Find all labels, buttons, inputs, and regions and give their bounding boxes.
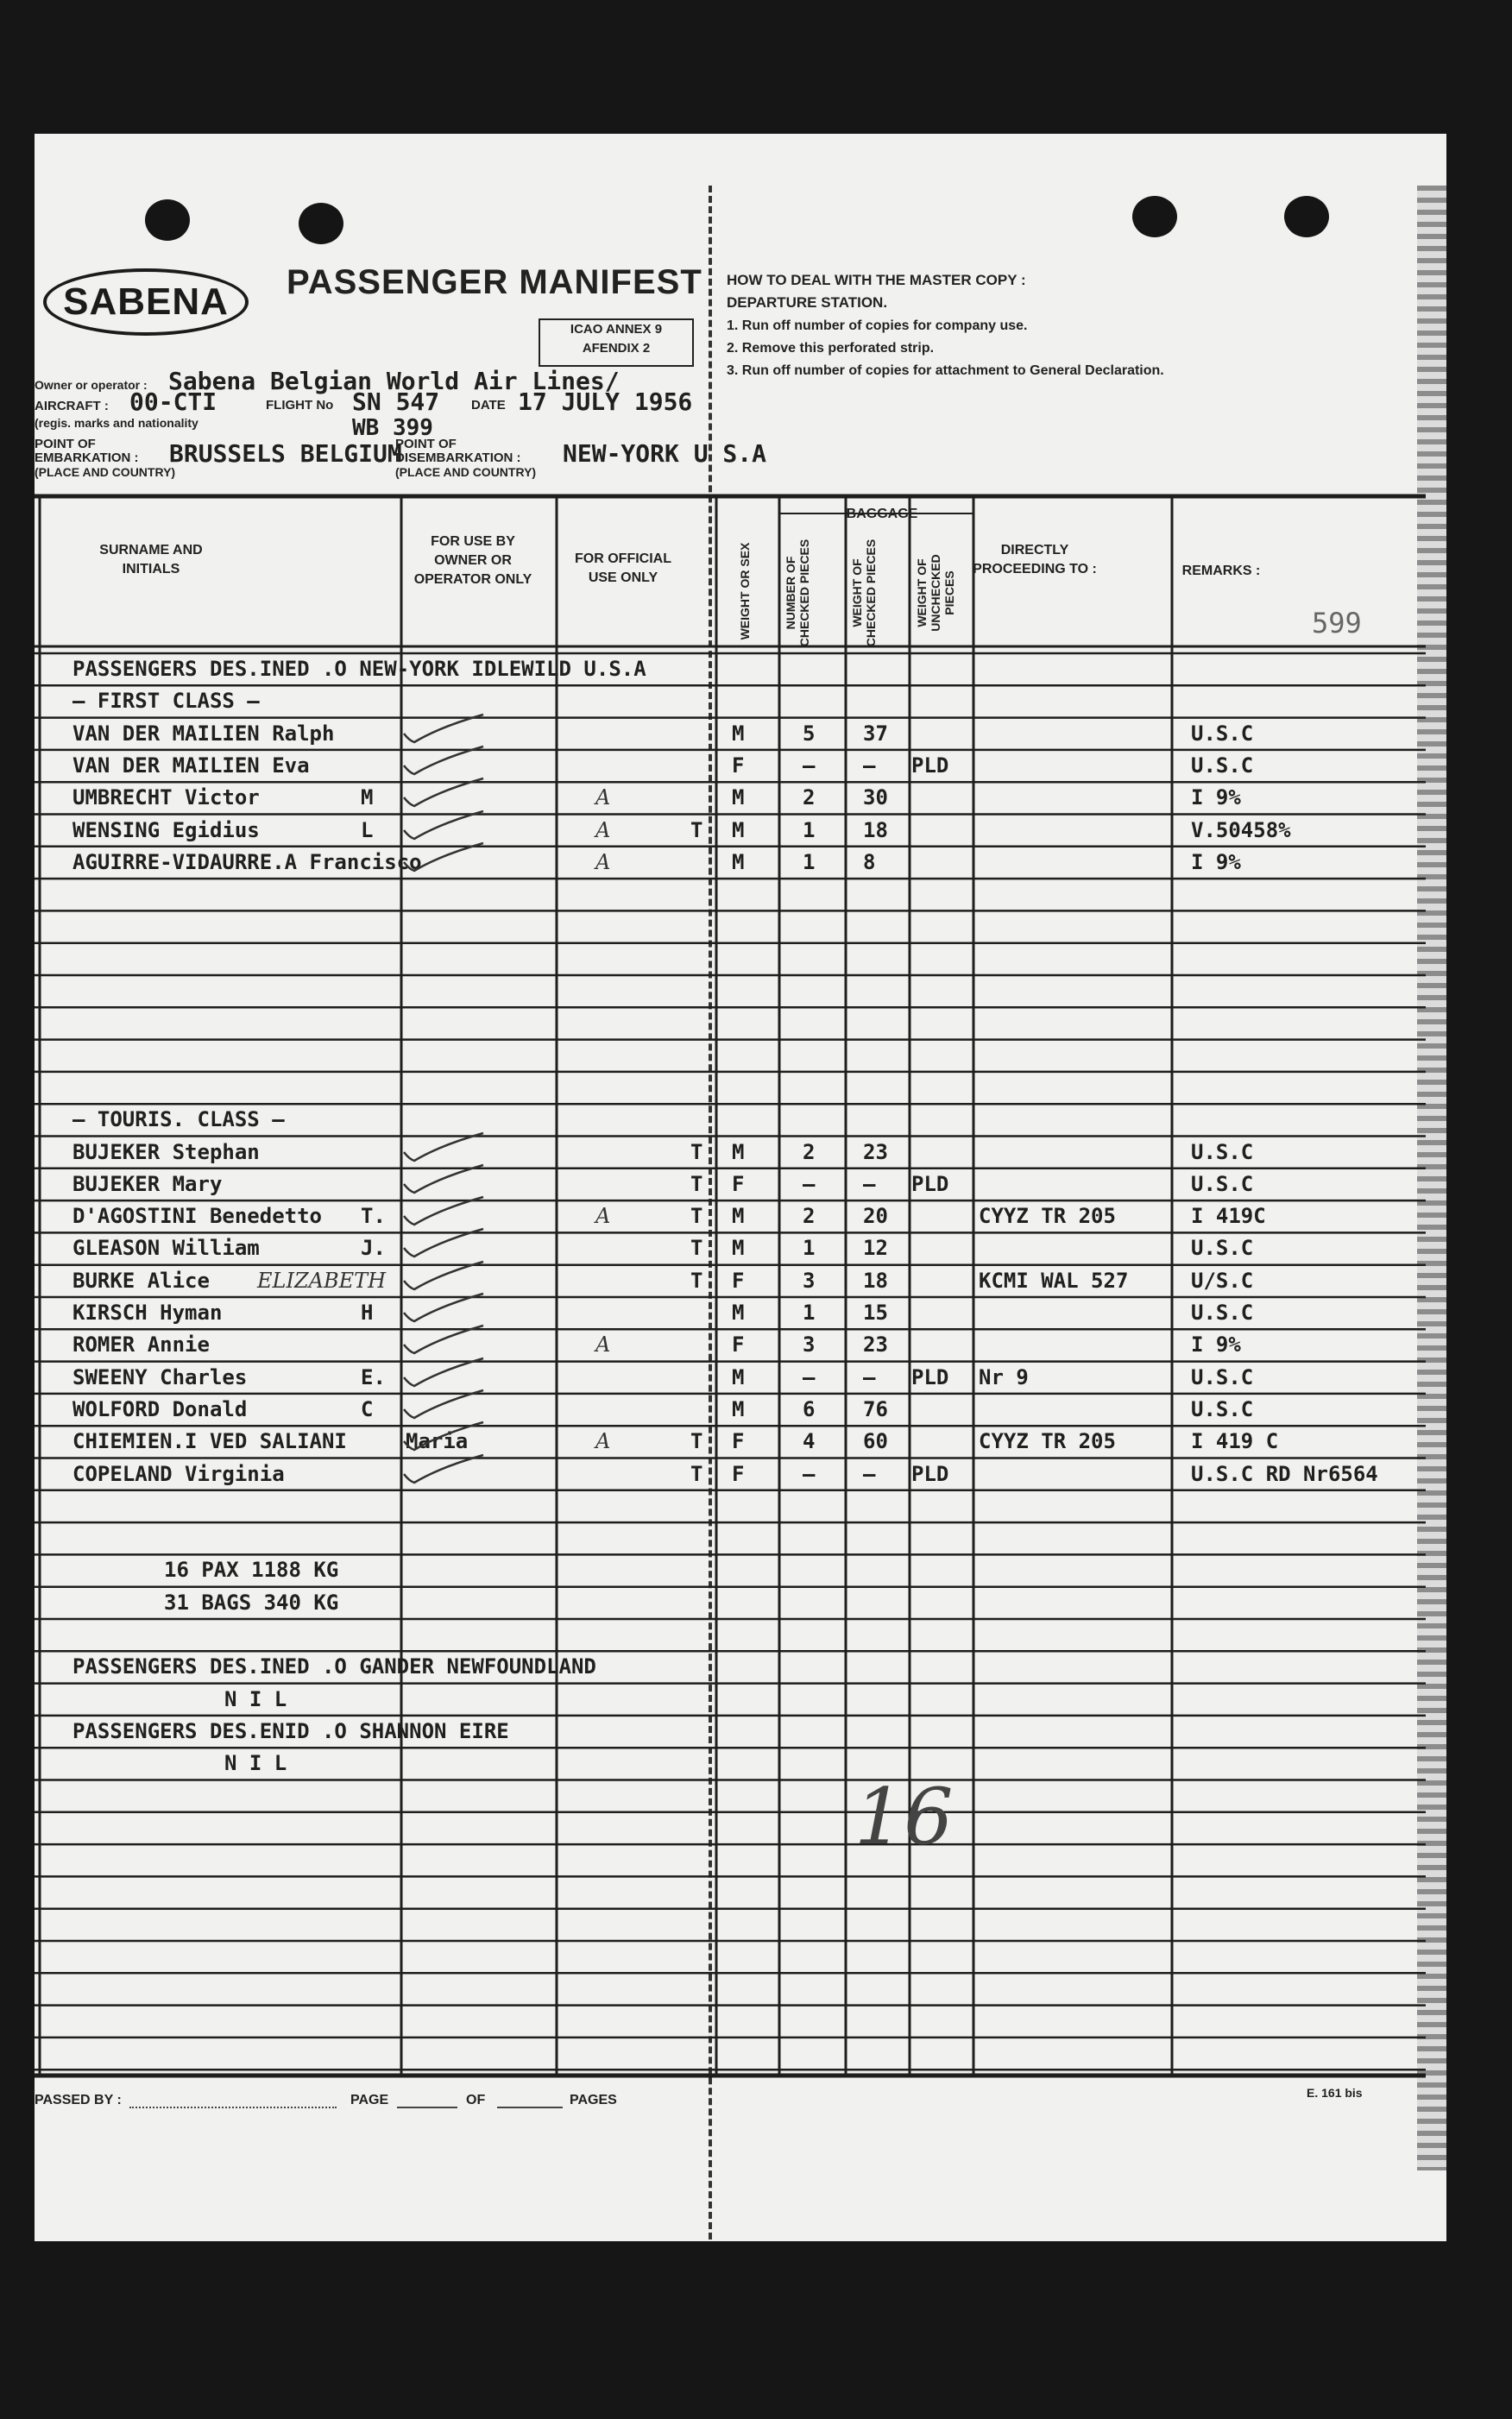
- row-sex: F: [732, 1268, 745, 1293]
- row-pieces: 1: [803, 1301, 816, 1325]
- col-num-checked: NUMBER OF CHECKED PIECES: [784, 539, 811, 647]
- row-remarks: I 419C: [1191, 1204, 1266, 1229]
- row-init: L: [361, 817, 374, 842]
- check-mark-icon: [397, 743, 492, 778]
- row-t: T: [690, 1429, 703, 1454]
- row-pieces: –: [803, 1171, 816, 1196]
- row-name: UMBRECHT Victor: [72, 785, 260, 810]
- row-unchecked: PLD: [911, 1461, 949, 1486]
- instruction-item: 2. Remove this perforated strip.: [727, 341, 935, 356]
- row-weight: 20: [863, 1204, 888, 1229]
- row-official: A: [595, 849, 611, 874]
- row-init: C: [361, 1396, 374, 1421]
- row-t: T: [690, 1236, 703, 1261]
- row-t: T: [690, 1268, 703, 1293]
- embark-value: BRUSSELS BELGIUM: [169, 439, 402, 468]
- flight-label: FLIGHT No: [266, 398, 334, 413]
- row-weight: 60: [863, 1429, 888, 1454]
- row-init: T.: [361, 1204, 386, 1229]
- row-sex: M: [732, 1139, 745, 1164]
- row-remarks: I 9%: [1191, 849, 1241, 874]
- row-pieces: 2: [803, 785, 816, 810]
- row-weight: –: [863, 753, 876, 778]
- row-remarks: I 9%: [1191, 785, 1241, 810]
- row-pieces: 2: [803, 1204, 816, 1229]
- row-sex: M: [732, 1364, 745, 1389]
- check-mark-icon: [397, 1452, 492, 1486]
- row-weight: 18: [863, 1268, 888, 1293]
- row-remarks: I 419 C: [1191, 1429, 1279, 1454]
- row-sex: F: [732, 1332, 745, 1358]
- row-remarks: U/S.C: [1191, 1268, 1254, 1293]
- row-weight: 8: [863, 849, 876, 874]
- row-name: PASSENGERS DES.INED .O GANDER NEWFOUNDLAND: [72, 1654, 596, 1679]
- row-official: A: [595, 817, 611, 842]
- col-remarks: REMARKS :: [1181, 564, 1261, 578]
- row-pieces: 2: [803, 1139, 816, 1164]
- row-t: T: [690, 1204, 703, 1229]
- row-name: WOLFORD Donald: [72, 1396, 248, 1421]
- row-weight: 12: [863, 1236, 888, 1261]
- annex-line: ICAO ANNEX 9: [570, 322, 663, 337]
- row-sex: F: [732, 1429, 745, 1454]
- passed-by-field[interactable]: [129, 2107, 337, 2108]
- row-name: PASSENGERS DES.INED .O NEW-YORK IDLEWILD U.S.A: [72, 657, 646, 681]
- row-sex: F: [732, 1461, 745, 1486]
- row-init: ELIZABETH: [257, 1268, 387, 1293]
- row-proceeding: KCMI WAL 527: [979, 1268, 1129, 1293]
- of-label: OF: [466, 2093, 486, 2107]
- row-remarks: U.S.C RD Nr6564: [1191, 1461, 1378, 1486]
- row-official: A: [595, 1204, 611, 1229]
- check-mark-icon: [397, 1130, 492, 1164]
- aircraft-value: 00-CTI: [129, 387, 217, 416]
- row-pieces: –: [803, 1461, 816, 1486]
- row-sex: M: [732, 785, 745, 810]
- row-weight: –: [863, 1364, 876, 1389]
- row-t: T: [690, 1461, 703, 1486]
- flight-number: SN 547: [352, 387, 440, 416]
- row-name: N I L: [224, 1751, 287, 1776]
- col-weight-unchecked: WEIGHT OF UNCHECKED PIECES: [915, 554, 956, 632]
- check-mark-icon: [397, 840, 492, 874]
- row-unchecked: PLD: [911, 753, 949, 778]
- row-pieces: 1: [803, 817, 816, 842]
- row-t: T: [690, 1139, 703, 1164]
- embark-label: POINT OF EMBARKATION :: [35, 437, 139, 465]
- row-official: A: [595, 1332, 611, 1358]
- row-name: KIRSCH Hyman: [72, 1301, 223, 1325]
- row-weight: 30: [863, 785, 888, 810]
- regis-label: (regis. marks and nationality: [35, 416, 198, 430]
- disembark-label: POINT OF DISEMBARKATION :: [395, 437, 521, 465]
- check-mark-icon: [397, 1225, 492, 1260]
- row-pieces: 3: [803, 1332, 816, 1358]
- check-mark-icon: [397, 1162, 492, 1196]
- form-code: E. 161 bis: [1307, 2086, 1363, 2100]
- row-init: E.: [361, 1364, 386, 1389]
- row-weight: –: [863, 1171, 876, 1196]
- row-name: VAN DER MAILIEN Ralph: [72, 721, 335, 746]
- row-pieces: 1: [803, 1236, 816, 1261]
- row-name: PASSENGERS DES.ENID .O SHANNON EIRE: [72, 1718, 509, 1743]
- owner-value: Sabena Belgian World Air Lines/: [168, 367, 620, 395]
- row-remarks: V.50458%: [1191, 817, 1291, 842]
- instructions-title: HOW TO DEAL WITH THE MASTER COPY :: [727, 272, 1026, 288]
- row-pieces: 1: [803, 849, 816, 874]
- row-official: A: [595, 1429, 611, 1454]
- row-name: AGUIRRE-VIDAURRE.A Francisco: [72, 849, 422, 874]
- stamp-number: 599: [1312, 607, 1362, 639]
- handwritten-total: 16: [854, 1772, 954, 1862]
- check-mark-icon: [397, 1194, 492, 1228]
- row-pieces: –: [803, 1364, 816, 1389]
- row-remarks: U.S.C: [1191, 721, 1254, 746]
- check-mark-icon: [397, 1258, 492, 1293]
- row-remarks: U.S.C: [1191, 1301, 1254, 1325]
- row-name: — TOURIS. CLASS —: [72, 1107, 285, 1132]
- row-name: ROMER Annie: [72, 1332, 210, 1358]
- row-remarks: U.S.C: [1191, 1171, 1254, 1196]
- col-proceeding: DIRECTLY PROCEEDING TO :: [973, 543, 1097, 576]
- check-mark-icon: [397, 1419, 492, 1453]
- row-official: A: [595, 785, 611, 810]
- check-mark-icon: [397, 1355, 492, 1389]
- row-pieces: 4: [803, 1429, 816, 1454]
- row-name: — FIRST CLASS —: [72, 689, 260, 714]
- date-value: 17 JULY 1956: [518, 387, 693, 416]
- pages-label: PAGES: [570, 2093, 617, 2107]
- row-weight: 23: [863, 1139, 888, 1164]
- date-label: DATE: [471, 398, 506, 413]
- row-remarks: I 9%: [1191, 1332, 1241, 1358]
- col-owner-use: FOR USE BY OWNER OR OPERATOR ONLY: [413, 534, 532, 587]
- row-name: COPELAND Virginia: [72, 1461, 285, 1486]
- row-pieces: 3: [803, 1268, 816, 1293]
- check-mark-icon: [397, 775, 492, 809]
- check-mark-icon: [397, 1387, 492, 1421]
- instructions-sub: DEPARTURE STATION.: [727, 294, 888, 311]
- row-name: VAN DER MAILIEN Eva: [72, 753, 310, 778]
- row-weight: 23: [863, 1332, 888, 1358]
- page-title: PASSENGER MANIFEST: [287, 263, 702, 301]
- row-name: BURKE Alice: [72, 1268, 210, 1293]
- of-field[interactable]: [497, 2107, 563, 2108]
- row-t: T: [690, 817, 703, 842]
- row-sex: M: [732, 1396, 745, 1421]
- page-label: PAGE: [350, 2093, 389, 2107]
- row-remarks: U.S.C: [1191, 1139, 1254, 1164]
- instruction-item: 3. Run off number of copies for attachment to General Declaration.: [727, 363, 1164, 378]
- row-unchecked: PLD: [911, 1171, 949, 1196]
- sabena-logo: SABENA: [43, 268, 249, 336]
- row-name: WENSING Egidius: [72, 817, 260, 842]
- row-remarks: U.S.C: [1191, 1396, 1254, 1421]
- row-weight: 18: [863, 817, 888, 842]
- annex-line: AFENDIX 2: [582, 341, 651, 356]
- col-baggage: BAGGAGE: [846, 507, 918, 521]
- row-remarks: U.S.C: [1191, 753, 1254, 778]
- row-sex: M: [732, 1301, 745, 1325]
- row-init: J.: [361, 1236, 386, 1261]
- row-remarks: U.S.C: [1191, 1364, 1254, 1389]
- disembark-value: NEW-YORK U S.A: [563, 439, 767, 468]
- col-weight-checked: WEIGHT OF CHECKED PIECES: [850, 539, 878, 647]
- row-unchecked: PLD: [911, 1364, 949, 1389]
- row-sex: M: [732, 1236, 745, 1261]
- row-init: M: [361, 785, 374, 810]
- col-official-use: FOR OFFICIAL USE ONLY: [575, 551, 671, 585]
- row-sex: M: [732, 817, 745, 842]
- row-sex: M: [732, 849, 745, 874]
- row-proceeding: CYYZ TR 205: [979, 1204, 1116, 1229]
- row-name: BUJEKER Stephan: [72, 1139, 260, 1164]
- passed-by-label: PASSED BY :: [35, 2093, 122, 2107]
- disembark-sub: (PLACE AND COUNTRY): [395, 465, 537, 479]
- page-field[interactable]: [397, 2107, 457, 2108]
- row-init: H: [361, 1301, 374, 1325]
- row-name: D'AGOSTINI Benedetto: [72, 1204, 322, 1229]
- row-name: BUJEKER Mary: [72, 1171, 223, 1196]
- row-sex: F: [732, 1171, 745, 1196]
- row-sex: M: [732, 721, 745, 746]
- row-weight: 76: [863, 1396, 888, 1421]
- row-name: 31 BAGS 340 KG: [164, 1590, 339, 1615]
- col-weight-sex: WEIGHT OR SEX: [738, 542, 752, 640]
- row-pieces: 5: [803, 721, 816, 746]
- check-mark-icon: [397, 1290, 492, 1325]
- row-sex: F: [732, 753, 745, 778]
- row-name: CHIEMIEN.I VED SALIANI: [72, 1429, 347, 1454]
- row-weight: 37: [863, 721, 888, 746]
- row-name: N I L: [224, 1686, 287, 1711]
- row-pieces: 6: [803, 1396, 816, 1421]
- col-surname: SURNAME AND INITIALS: [99, 543, 203, 576]
- row-name: 16 PAX 1188 KG: [164, 1558, 339, 1583]
- owner-label: Owner or operator :: [35, 378, 148, 392]
- row-remarks: U.S.C: [1191, 1236, 1254, 1261]
- check-mark-icon: [397, 808, 492, 842]
- row-pieces: –: [803, 753, 816, 778]
- manifest-sheet: [35, 134, 1446, 2241]
- check-mark-icon: [397, 711, 492, 746]
- row-sex: M: [732, 1204, 745, 1229]
- embark-sub: (PLACE AND COUNTRY): [35, 465, 176, 479]
- row-weight: –: [863, 1461, 876, 1486]
- aircraft-label: AIRCRAFT :: [35, 399, 109, 413]
- row-t: T: [690, 1171, 703, 1196]
- row-proceeding: CYYZ TR 205: [979, 1429, 1116, 1454]
- row-name: SWEENY Charles: [72, 1364, 248, 1389]
- check-mark-icon: [397, 1322, 492, 1357]
- row-name: GLEASON William: [72, 1236, 260, 1261]
- instruction-item: 1. Run off number of copies for company use.: [727, 318, 1028, 333]
- row-weight: 15: [863, 1301, 888, 1325]
- flight-number-2: WB 399: [352, 415, 433, 441]
- row-init: Maria: [406, 1429, 469, 1454]
- row-proceeding: Nr 9: [979, 1364, 1029, 1389]
